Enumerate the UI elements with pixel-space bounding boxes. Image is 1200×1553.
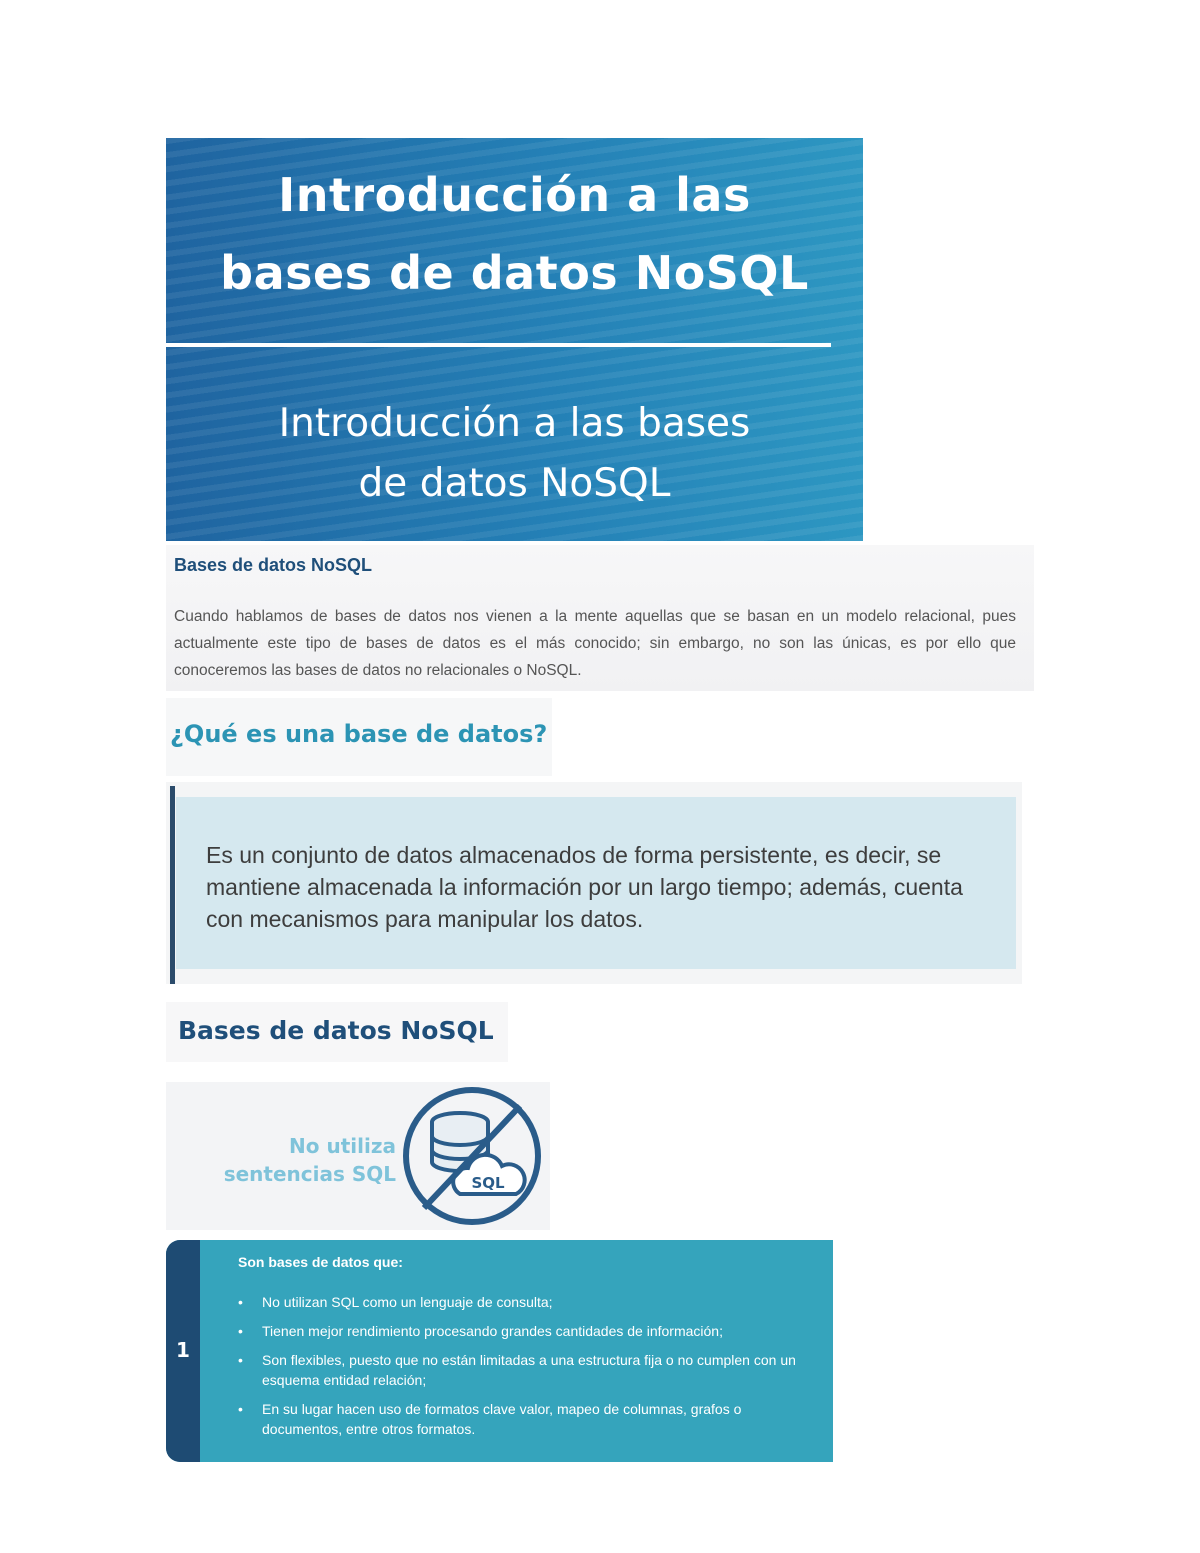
- card-number: 1: [176, 1338, 190, 1362]
- definition-text: Es un conjunto de datos almacenados de forma persistente, es decir, se mantiene almacenada la información por un largo tiempo; además, cuenta con mecanismos para manipular los datos.: [206, 842, 963, 932]
- no-sql-database-icon: [398, 1086, 546, 1226]
- intro-section: [166, 545, 1034, 691]
- definition-callout: [176, 797, 1016, 969]
- graphic-label-line2: sentencias SQL: [223, 1162, 396, 1186]
- graphic-label-line1: No utiliza: [289, 1134, 396, 1158]
- info-card: [166, 1240, 833, 1462]
- banner-title: [166, 156, 863, 312]
- cloud-label: SQL: [471, 1174, 505, 1192]
- banner-subtitle: [166, 394, 863, 514]
- title-banner: [166, 138, 863, 541]
- banner-subtitle-line2: de datos NoSQL: [358, 461, 671, 506]
- card-list: [238, 1292, 818, 1448]
- card-title: Son bases de datos que:: [238, 1254, 403, 1270]
- banner-divider: [166, 343, 831, 347]
- list-item: • Tienen mejor rendimiento procesando grandes cantidades de información;: [238, 1321, 818, 1341]
- list-item: • En su lugar hacen uso de formatos clave valor, mapeo de columnas, grafos o documentos, entre otros formatos.: [238, 1399, 818, 1439]
- question-heading: ¿Qué es una base de datos?: [170, 720, 548, 748]
- nosql-heading: Bases de datos NoSQL: [178, 1016, 494, 1045]
- card-number-strip: [166, 1240, 200, 1462]
- question-section: [166, 698, 552, 776]
- list-item: • No utilizan SQL como un lenguaje de consulta;: [238, 1292, 818, 1312]
- nosql-section: [166, 1002, 508, 1062]
- definition-accent-bar: [170, 786, 175, 984]
- no-sql-graphic: [166, 1082, 550, 1230]
- intro-heading: Bases de datos NoSQL: [174, 555, 373, 575]
- list-item: • Son flexibles, puesto que no están limitadas a una estructura fija o no cumplen con un esquema entidad relación;: [238, 1350, 818, 1390]
- intro-paragraph: Cuando hablamos de bases de datos nos vienen a la mente aquellas que se basan en un modelo relacional, pues actualmente este tipo de bases de datos es el más conocido; sin embargo, no son las únicas, es por ello que conoceremos las bases de datos no relacionales o NoSQL.: [174, 608, 1016, 679]
- banner-subtitle-line1: Introducción a las bases: [278, 401, 751, 446]
- banner-title-line1: Introducción a las: [278, 168, 751, 222]
- graphic-label: [206, 1132, 396, 1188]
- banner-title-line2: bases de datos NoSQL: [220, 246, 809, 300]
